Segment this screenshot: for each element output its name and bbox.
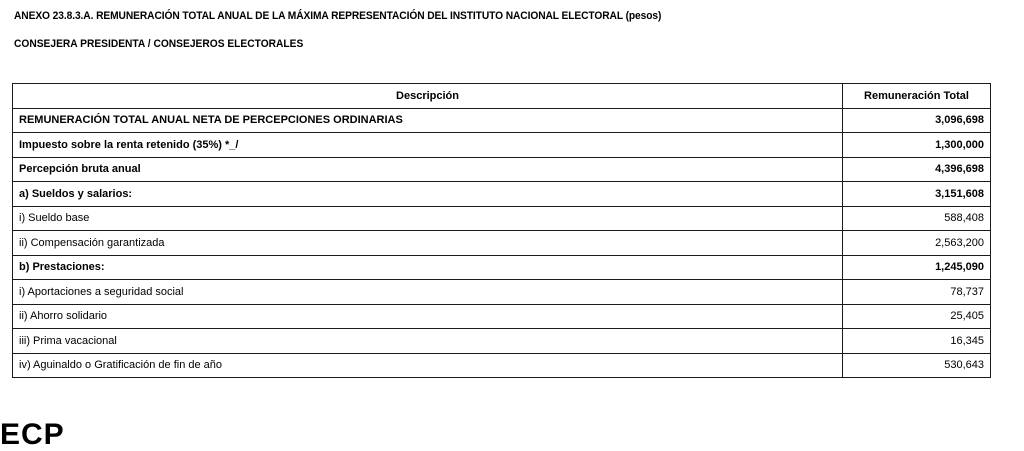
row-label: Impuesto sobre la renta retenido (35%) *_/: [13, 133, 843, 158]
table-header-row: [13, 84, 991, 109]
table-row: [13, 157, 991, 182]
row-label: Percepción bruta anual: [13, 157, 843, 182]
row-label: a) Sueldos y salarios:: [13, 182, 843, 207]
row-value: 4,396,698: [843, 157, 991, 182]
table-row: [13, 231, 991, 256]
row-label: iii) Prima vacacional: [13, 329, 843, 354]
row-value: 1,245,090: [843, 255, 991, 280]
row-label: iv) Aguinaldo o Gratificación de fin de año: [13, 353, 843, 378]
table-row: [13, 182, 991, 207]
table-row: [13, 133, 991, 158]
row-label: REMUNERACIÓN TOTAL ANUAL NETA DE PERCEPCIONES ORDINARIAS: [13, 108, 843, 133]
cut-off-heading: ECP: [0, 418, 65, 451]
table-row: [13, 206, 991, 231]
table-row: [13, 108, 991, 133]
row-label: b) Prestaciones:: [13, 255, 843, 280]
remuneration-table: [12, 83, 991, 378]
row-value: 78,737: [843, 280, 991, 305]
row-label: i) Aportaciones a seguridad social: [13, 280, 843, 305]
table-row: [13, 329, 991, 354]
table-row: [13, 353, 991, 378]
document-title: ANEXO 23.8.3.A. REMUNERACIÓN TOTAL ANUAL DE LA MÁXIMA REPRESENTACIÓN DEL INSTITUTO NACIONAL ELECTORAL (pesos): [14, 10, 662, 22]
table-row: [13, 280, 991, 305]
row-value: 588,408: [843, 206, 991, 231]
document-subtitle: CONSEJERA PRESIDENTA / CONSEJEROS ELECTORALES: [14, 38, 304, 50]
row-value: 1,300,000: [843, 133, 991, 158]
table-row: [13, 304, 991, 329]
row-value: 2,563,200: [843, 231, 991, 256]
row-value: 3,151,608: [843, 182, 991, 207]
row-value: 3,096,698: [843, 108, 991, 133]
row-label: ii) Ahorro solidario: [13, 304, 843, 329]
table-row: [13, 255, 991, 280]
row-label: i) Sueldo base: [13, 206, 843, 231]
column-header-description: Descripción: [13, 84, 843, 109]
row-label: ii) Compensación garantizada: [13, 231, 843, 256]
column-header-total: Remuneración Total: [843, 84, 991, 109]
row-value: 25,405: [843, 304, 991, 329]
row-value: 530,643: [843, 353, 991, 378]
row-value: 16,345: [843, 329, 991, 354]
